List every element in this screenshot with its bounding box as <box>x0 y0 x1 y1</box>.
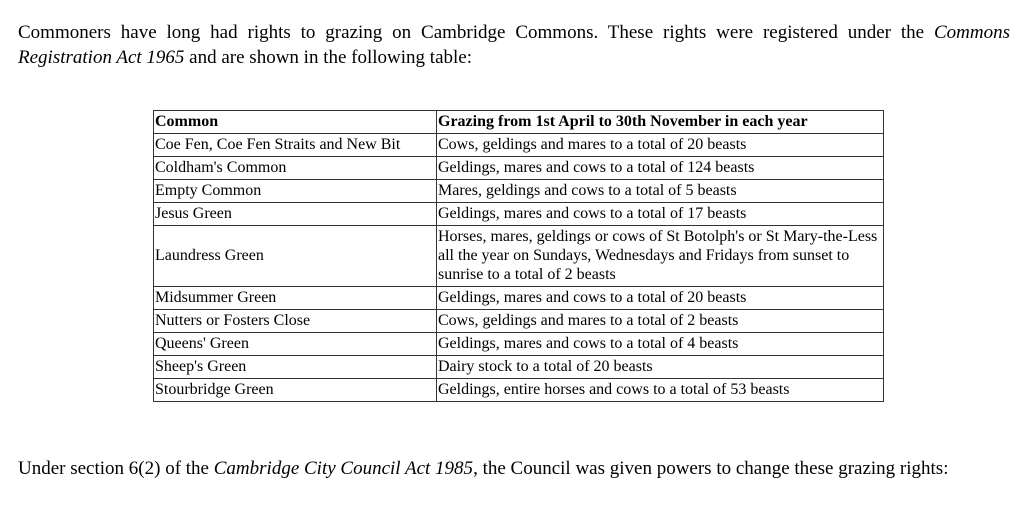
intro-act-title: Commons Registration Act 1965 <box>18 22 1010 68</box>
table-row <box>154 180 884 203</box>
outro-act-title: Cambridge City Council Act 1985 <box>213 458 474 479</box>
table-row <box>154 287 884 310</box>
table-row <box>154 333 884 356</box>
table-row <box>154 226 884 287</box>
grazing-rights-table <box>153 110 884 402</box>
common-name-cell: Jesus Green <box>154 203 437 226</box>
intro-text-start: Commoners have long had rights to grazing on Cambridge Commons. These rights were registered under the <box>18 22 934 43</box>
common-name-cell: Empty Common <box>154 180 437 203</box>
common-name-cell: Stourbridge Green <box>154 379 437 402</box>
common-name-cell: Laundress Green <box>154 226 437 287</box>
grazing-cell: Cows, geldings and mares to a total of 20 beasts <box>437 134 884 157</box>
table-row <box>154 134 884 157</box>
table-row <box>154 379 884 402</box>
table-header-row <box>154 111 884 134</box>
grazing-cell: Geldings, mares and cows to a total of 20 beasts <box>437 287 884 310</box>
header-grazing: Grazing from 1st April to 30th November in each year <box>437 111 884 134</box>
grazing-cell: Cows, geldings and mares to a total of 2 beasts <box>437 310 884 333</box>
common-name-cell: Sheep's Green <box>154 356 437 379</box>
common-name-cell: Midsummer Green <box>154 287 437 310</box>
grazing-cell: Dairy stock to a total of 20 beasts <box>437 356 884 379</box>
common-name-cell: Coldham's Common <box>154 157 437 180</box>
grazing-cell: Mares, geldings and cows to a total of 5 beasts <box>437 180 884 203</box>
grazing-cell: Geldings, mares and cows to a total of 4 beasts <box>437 333 884 356</box>
intro-text-end: and are shown in the following table: <box>184 47 472 68</box>
grazing-cell: Geldings, mares and cows to a total of 17 beasts <box>437 203 884 226</box>
outro-text-start: Under section 6(2) of the <box>18 458 214 479</box>
common-name-cell: Nutters or Fosters Close <box>154 310 437 333</box>
table-row <box>154 203 884 226</box>
common-name-cell: Coe Fen, Coe Fen Straits and New Bit <box>154 134 437 157</box>
header-common: Common <box>154 111 437 134</box>
table-row <box>154 157 884 180</box>
table-row <box>154 356 884 379</box>
outro-text-end: , the Council was given powers to change these grazing rights: <box>473 458 949 479</box>
grazing-cell: Horses, mares, geldings or cows of St Botolph's or St Mary-the-Less all the year on Sundays, Wednesdays and Fridays from sunset to sunrise to a total of 2 beasts <box>437 226 884 287</box>
table-row <box>154 310 884 333</box>
grazing-cell: Geldings, entire horses and cows to a total of 53 beasts <box>437 379 884 402</box>
grazing-cell: Geldings, mares and cows to a total of 124 beasts <box>437 157 884 180</box>
outro-paragraph <box>18 456 1010 481</box>
common-name-cell: Queens' Green <box>154 333 437 356</box>
intro-paragraph <box>18 20 1010 70</box>
